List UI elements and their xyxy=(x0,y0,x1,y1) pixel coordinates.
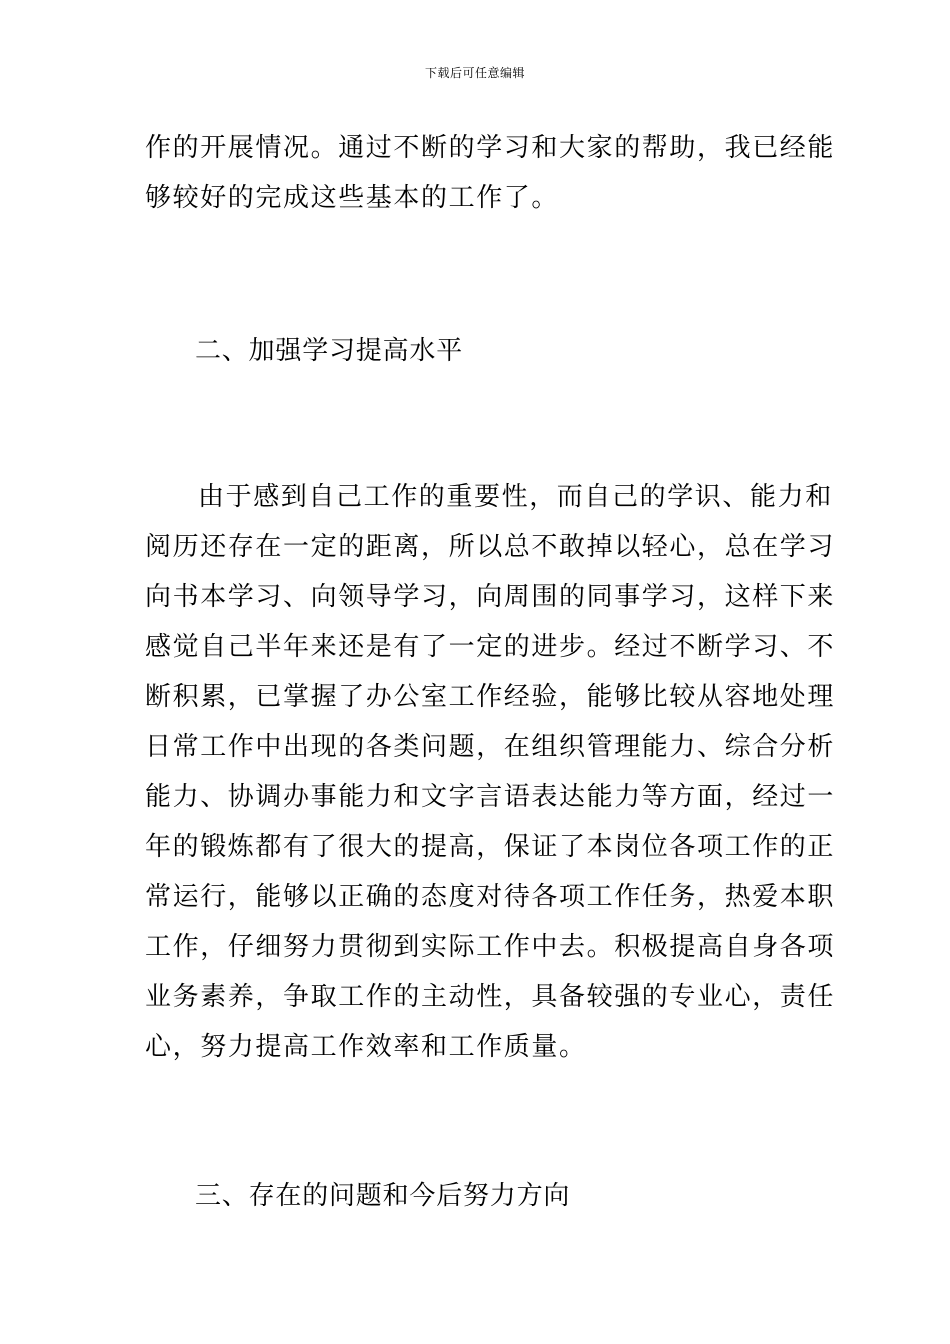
paragraph-line: 向书本学习、向领导学习，向周围的同事学习，这样下来 xyxy=(145,582,836,612)
paragraph-line: 能力、协调办事能力和文字言语表达能力等方面，经过一 xyxy=(145,782,836,812)
section-heading-3: 三、存在的问题和今后努力方向 xyxy=(195,1181,571,1211)
paragraph-line: 工作，仔细努力贯彻到实际工作中去。积极提高自身各项 xyxy=(145,932,836,962)
paragraph-line: 日常工作中出现的各类问题，在组织管理能力、综合分析 xyxy=(145,732,836,762)
paragraph-line: 常运行，能够以正确的态度对待各项工作任务，热爱本职 xyxy=(145,882,836,912)
paragraph-line: 业务素养，争取工作的主动性，具备较强的专业心，责任 xyxy=(145,982,836,1012)
section-heading-2: 二、加强学习提高水平 xyxy=(195,336,464,366)
paragraph-line: 感觉自己半年来还是有了一定的进步。经过不断学习、不 xyxy=(145,632,836,662)
paragraph-line: 年的锻炼都有了很大的提高，保证了本岗位各项工作的正 xyxy=(145,832,836,862)
page-header: 下载后可任意编辑 xyxy=(424,66,525,80)
paragraph-line: 心，努力提高工作效率和工作质量。 xyxy=(145,1032,587,1062)
paragraph-line: 作的开展情况。通过不断的学习和大家的帮助，我已经能 xyxy=(145,133,836,163)
paragraph-line: 断积累，已掌握了办公室工作经验，能够比较从容地处理 xyxy=(145,682,836,712)
paragraph-line: 阅历还存在一定的距离，所以总不敢掉以轻心，总在学习 xyxy=(145,532,836,562)
paragraph-line: 由于感到自己工作的重要性，而自己的学识、能力和 xyxy=(198,482,833,512)
paragraph-line: 够较好的完成这些基本的工作了。 xyxy=(145,183,560,213)
